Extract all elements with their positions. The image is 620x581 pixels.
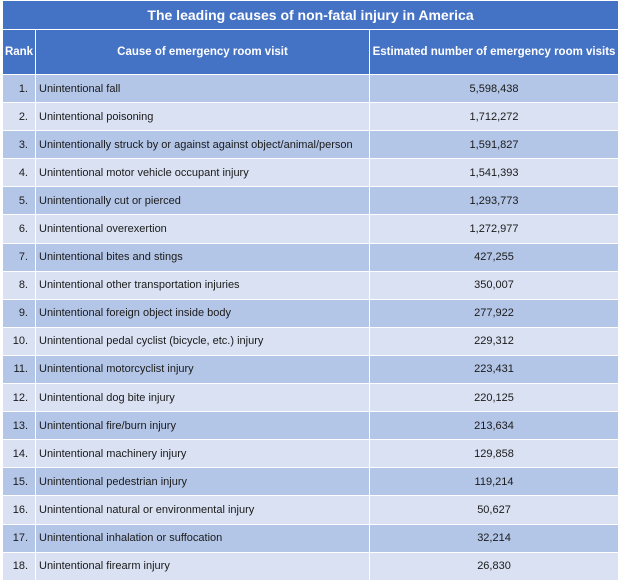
table-row [3,355,619,383]
table-row [3,299,619,327]
cause-cell: Unintentional fall [36,75,370,103]
visits-cell: 427,255 [370,243,619,271]
rank-cell: 17. [3,524,36,552]
rank-cell: 7. [3,243,36,271]
table-row [3,552,619,580]
cause-cell: Unintentional pedestrian injury [36,468,370,496]
rank-cell: 13. [3,412,36,440]
header-cause: Cause of emergency room visit [36,30,370,75]
visits-cell: 1,541,393 [370,159,619,187]
cause-cell: Unintentional bites and stings [36,243,370,271]
cause-cell: Unintentional motor vehicle occupant injury [36,159,370,187]
visits-cell: 1,272,977 [370,215,619,243]
cause-cell: Unintentionally cut or pierced [36,187,370,215]
table-row [3,75,619,103]
table-row [3,271,619,299]
table-row [3,159,619,187]
table-row [3,412,619,440]
visits-cell: 26,830 [370,552,619,580]
rank-cell: 1. [3,75,36,103]
cause-cell: Unintentional motorcyclist injury [36,355,370,383]
visits-cell: 277,922 [370,299,619,327]
table-title: The leading causes of non-fatal injury in America [3,1,619,30]
rank-cell: 3. [3,131,36,159]
cause-cell: Unintentional other transportation injuries [36,271,370,299]
cause-cell: Unintentional inhalation or suffocation [36,524,370,552]
rank-cell: 5. [3,187,36,215]
cause-cell: Unintentional dog bite injury [36,384,370,412]
table-row [3,187,619,215]
cause-cell: Unintentional machinery injury [36,440,370,468]
table-row [3,243,619,271]
rank-cell: 12. [3,384,36,412]
table-row [3,524,619,552]
cause-cell: Unintentional overexertion [36,215,370,243]
header-visits: Estimated number of emergency room visits [370,30,619,75]
cause-cell: Unintentional pedal cyclist (bicycle, etc.) injury [36,327,370,355]
table-row [3,384,619,412]
table-row [3,440,619,468]
cause-cell: Unintentional fire/burn injury [36,412,370,440]
visits-cell: 32,214 [370,524,619,552]
rank-cell: 16. [3,496,36,524]
visits-cell: 350,007 [370,271,619,299]
header-row [3,30,619,75]
rank-cell: 10. [3,327,36,355]
visits-cell: 1,591,827 [370,131,619,159]
rank-cell: 8. [3,271,36,299]
rank-cell: 4. [3,159,36,187]
visits-cell: 1,293,773 [370,187,619,215]
visits-cell: 5,598,438 [370,75,619,103]
visits-cell: 1,712,272 [370,103,619,131]
table-body [3,75,619,581]
cause-cell: Unintentionally struck by or against against object/animal/person [36,131,370,159]
rank-cell: 18. [3,552,36,580]
injury-table [2,0,619,581]
table-row [3,103,619,131]
rank-cell: 6. [3,215,36,243]
rank-cell: 2. [3,103,36,131]
rank-cell: 15. [3,468,36,496]
rank-cell: 14. [3,440,36,468]
cause-cell: Unintentional poisoning [36,103,370,131]
cause-cell: Unintentional firearm injury [36,552,370,580]
table-row [3,215,619,243]
visits-cell: 129,858 [370,440,619,468]
cause-cell: Unintentional foreign object inside body [36,299,370,327]
visits-cell: 50,627 [370,496,619,524]
table-row [3,131,619,159]
rank-cell: 11. [3,355,36,383]
table-row [3,468,619,496]
cause-cell: Unintentional natural or environmental injury [36,496,370,524]
table-row [3,496,619,524]
rank-cell: 9. [3,299,36,327]
header-rank: Rank [3,30,36,75]
visits-cell: 119,214 [370,468,619,496]
visits-cell: 229,312 [370,327,619,355]
visits-cell: 223,431 [370,355,619,383]
table-row [3,327,619,355]
title-row [3,1,619,30]
visits-cell: 213,634 [370,412,619,440]
visits-cell: 220,125 [370,384,619,412]
